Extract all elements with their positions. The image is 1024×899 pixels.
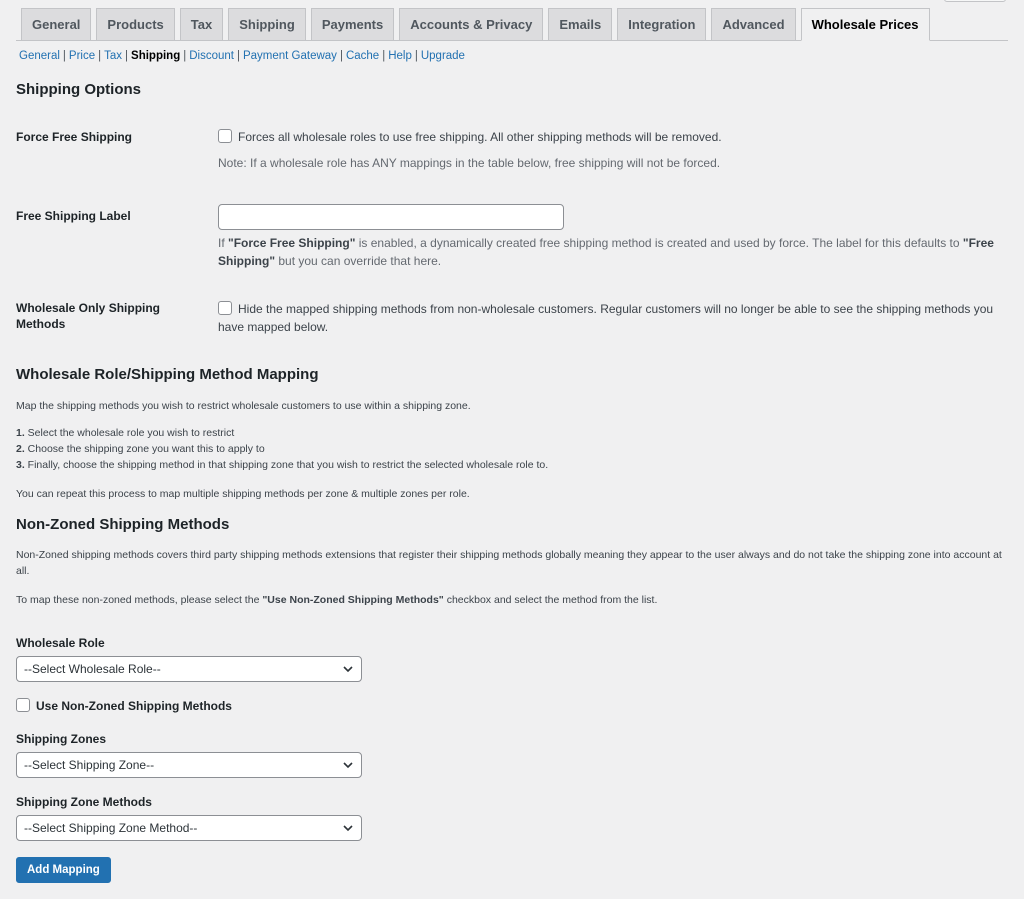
- desc-text: If: [218, 236, 229, 250]
- mapping-step-3: [16, 457, 1016, 473]
- wholesale-role-select[interactable]: [16, 656, 362, 682]
- free-shipping-label-desc: [218, 234, 998, 270]
- mapping-intro: Map the shipping methods you wish to restrict wholesale customers to use within a shipping zone.: [16, 400, 471, 412]
- tab-integration[interactable]: Integration: [617, 8, 706, 40]
- instr-text: To map these non-zoned methods, please select the: [16, 594, 263, 606]
- step-number: 2.: [16, 443, 25, 455]
- step-number: 1.: [16, 427, 25, 439]
- instr-bold: "Use Non-Zoned Shipping Methods": [262, 594, 444, 606]
- subnav-cache[interactable]: Cache: [345, 50, 380, 62]
- tab-payments[interactable]: Payments: [311, 8, 394, 40]
- subnav-payment-gateway[interactable]: Payment Gateway: [242, 50, 337, 62]
- subnav-shipping[interactable]: Shipping: [131, 50, 181, 62]
- wholesale-only-checkbox[interactable]: [218, 301, 232, 315]
- step-text: Choose the shipping zone you want this to apply to: [24, 443, 265, 455]
- settings-tabs: [16, 8, 1008, 41]
- non-zoned-row: [16, 697, 232, 715]
- step-text: Select the wholesale role you wish to restrict: [24, 427, 235, 439]
- force-free-shipping-text: Forces all wholesale roles to use free shipping. All other shipping methods will be removed.: [238, 130, 722, 144]
- mapping-step-2: [16, 441, 1016, 457]
- subnav-discount[interactable]: Discount: [189, 50, 234, 62]
- shipping-zone-select[interactable]: [16, 752, 362, 778]
- subnav-tax[interactable]: Tax: [104, 50, 123, 62]
- force-free-shipping-row: [218, 128, 722, 146]
- shipping-zone-selected: --Select Shipping Zone--: [24, 758, 155, 772]
- wholesale-only-label: Wholesale Only Shipping Methods: [16, 301, 161, 331]
- tab-emails[interactable]: Emails: [548, 8, 612, 40]
- tab-accounts-privacy[interactable]: Accounts & Privacy: [399, 8, 543, 40]
- subnav-help[interactable]: Help: [388, 50, 412, 62]
- chevron-down-icon: [343, 760, 353, 770]
- wholesale-role-selected: --Select Wholesale Role--: [24, 662, 161, 676]
- subnav-price[interactable]: Price: [68, 50, 96, 62]
- subnav-upgrade[interactable]: Upgrade: [420, 50, 465, 62]
- wholesale-role-label: Wholesale Role: [16, 636, 105, 650]
- shipping-zone-method-select[interactable]: [16, 815, 362, 841]
- desc-bold-free-shipping: "Free Shipping": [218, 236, 994, 268]
- mapping-repeat-note: You can repeat this process to map multiple shipping methods per zone & multiple zones per role.: [16, 488, 470, 500]
- use-non-zoned-label: Use Non-Zoned Shipping Methods: [36, 699, 232, 713]
- subsection-nav: General | Price | Tax | Shipping | Discount | Payment Gateway | Cache | Help | Upgrade: [19, 50, 465, 62]
- add-mapping-button[interactable]: Add Mapping: [16, 857, 111, 883]
- shipping-zone-method-selected: --Select Shipping Zone Method--: [24, 821, 198, 835]
- non-zoned-instructions: [16, 592, 1016, 608]
- shipping-zone-methods-label: Shipping Zone Methods: [16, 795, 152, 809]
- mapping-heading: Wholesale Role/Shipping Method Mapping: [16, 366, 319, 383]
- desc-bold-force-free: "Force Free Shipping": [228, 236, 356, 250]
- step-text: Finally, choose the shipping method in that shipping zone that you wish to restrict the selected wholesale role to.: [24, 459, 549, 471]
- chevron-down-icon: [343, 823, 353, 833]
- wholesale-only-row: [218, 300, 998, 336]
- force-free-shipping-note: Note: If a wholesale role has ANY mappings in the table below, free shipping will not be forced.: [218, 156, 721, 170]
- tab-tax[interactable]: Tax: [180, 8, 223, 40]
- force-free-shipping-label: Force Free Shipping: [16, 130, 133, 144]
- free-shipping-label-input[interactable]: [218, 204, 564, 230]
- free-shipping-label-label: Free Shipping Label: [16, 209, 131, 223]
- tab-shipping[interactable]: Shipping: [228, 8, 306, 40]
- screen-options-button[interactable]: [944, 0, 1006, 2]
- chevron-down-icon: [343, 664, 353, 674]
- non-zoned-desc: Non-Zoned shipping methods covers third party shipping methods extensions that register their shipping methods globally meaning they appear to the user always and do not take the shipping zone into account at all.: [16, 549, 1002, 577]
- use-non-zoned-checkbox[interactable]: [16, 698, 30, 712]
- tab-advanced[interactable]: Advanced: [711, 8, 795, 40]
- desc-text-suffix: but you can override that here.: [275, 254, 442, 268]
- tab-general[interactable]: General: [21, 8, 91, 40]
- step-number: 3.: [16, 459, 25, 471]
- shipping-options-heading: Shipping Options: [16, 81, 141, 98]
- force-free-shipping-checkbox[interactable]: [218, 129, 232, 143]
- mapping-steps: [16, 425, 1016, 473]
- non-zoned-heading: Non-Zoned Shipping Methods: [16, 516, 230, 533]
- subnav-general[interactable]: General: [19, 50, 60, 62]
- desc-text-mid: is enabled, a dynamically created free shipping method is created and used by force. The label for this defaults to: [355, 236, 963, 250]
- wholesale-only-text: Hide the mapped shipping methods from non-wholesale customers. Regular customers will no longer be able to see the shipping methods you have mapped below.: [218, 302, 994, 334]
- shipping-zones-label: Shipping Zones: [16, 732, 106, 746]
- tab-products[interactable]: Products: [96, 8, 174, 40]
- tab-wholesale-prices[interactable]: Wholesale Prices: [801, 8, 930, 41]
- instr-text-suffix: checkbox and select the method from the list.: [443, 594, 658, 606]
- mapping-step-1: [16, 425, 1016, 441]
